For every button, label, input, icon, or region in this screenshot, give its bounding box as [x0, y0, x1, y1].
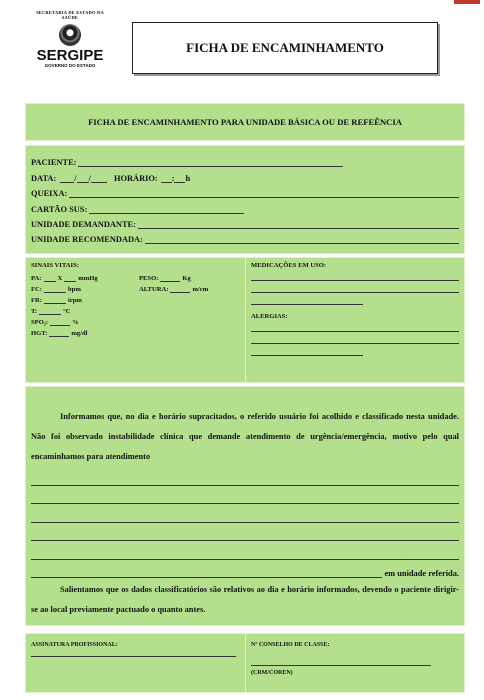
signature-section — [25, 633, 465, 693]
data-label: DATA: — [31, 173, 57, 183]
referral-form — [25, 103, 465, 693]
vital-signs-column — [26, 258, 245, 382]
corner-marker — [454, 0, 480, 4]
referral-end-text: em unidade referida. — [384, 568, 459, 578]
pa-separator: X — [57, 275, 63, 282]
hgt-field[interactable] — [49, 330, 69, 337]
unidade-demandante-label: UNIDADE DEMANDANTE: — [31, 219, 136, 229]
unidade-recomendada-row — [31, 229, 459, 244]
allergy-line-3[interactable] — [251, 344, 363, 356]
peso-item — [139, 275, 249, 282]
hgt-item — [31, 330, 139, 337]
sinais-vitais-title: SINAIS VITAIS: — [31, 262, 79, 269]
fc-item — [31, 286, 139, 293]
referral-blank-line-4[interactable] — [31, 523, 459, 542]
data-separator-1: / — [74, 173, 77, 183]
cartao-sus-row — [31, 198, 459, 213]
cartao-sus-label: CARTÃO SUS: — [31, 204, 88, 214]
closing-paragraph: Salientamos que os dados classificatórios são relativos ao dia e horário informados, devendo o paciente dirigir-se ao local previamente pactuado o quanto antes. — [31, 584, 459, 614]
fr-field[interactable] — [44, 297, 66, 304]
spo2-unit: % — [72, 319, 79, 326]
conselho-label: Nº CONSELHO DE CLASSE: — [251, 642, 330, 648]
pa-diastolic-field[interactable] — [64, 275, 76, 282]
allergy-line-2[interactable] — [251, 332, 459, 344]
fr-unit: irpm — [68, 297, 82, 304]
paciente-field[interactable] — [78, 157, 343, 167]
temperature-field[interactable] — [39, 308, 61, 315]
referral-blank-line-3[interactable] — [31, 504, 459, 523]
data-year-field[interactable] — [88, 173, 107, 183]
spo2-label: SPO₂: — [31, 319, 48, 326]
referral-blank-line-2[interactable] — [31, 486, 459, 505]
fc-label: FC: — [31, 286, 42, 293]
unidade-demandante-row — [31, 214, 459, 229]
unidade-demandante-field[interactable] — [138, 219, 459, 229]
referral-text-section — [25, 386, 465, 626]
data-separator-2: / — [88, 173, 91, 183]
spo2-field[interactable] — [50, 319, 70, 326]
medication-line-1[interactable] — [251, 269, 459, 281]
crm-coren-label: (CRM/COREN) — [251, 670, 293, 676]
altura-item — [139, 286, 249, 293]
unidade-recomendada-field[interactable] — [145, 234, 459, 244]
peso-label: PESO: — [139, 275, 159, 282]
council-number-field[interactable] — [251, 665, 431, 666]
medication-line-2[interactable] — [251, 281, 459, 293]
pa-systolic-field[interactable] — [44, 275, 56, 282]
fr-label: FR: — [31, 297, 42, 304]
data-day-field[interactable] — [60, 173, 77, 183]
pa-item — [31, 275, 139, 282]
horario-label: HORÁRIO: — [113, 173, 158, 183]
temperature-unit: °C — [63, 308, 71, 315]
peso-field[interactable] — [160, 275, 180, 282]
form-heading: FICHA DE ENCAMINHAMENTO PARA UNIDADE BÁSICA OU DE REFEÊNCIA — [25, 103, 465, 141]
horario-separator: : — [171, 173, 175, 183]
vitals-medications-section — [25, 257, 465, 383]
signature-column — [26, 634, 245, 692]
state-subtitle: GOVERNO DO ESTADO — [44, 63, 96, 68]
temperature-item — [31, 308, 139, 315]
pa-unit: mmHg — [78, 275, 98, 282]
data-row — [31, 167, 459, 182]
paciente-label: PACIENTE: — [31, 158, 77, 168]
state-name: SERGIPE — [36, 47, 104, 64]
signature-field[interactable] — [31, 656, 236, 657]
horario-hour-field[interactable] — [161, 173, 172, 183]
pa-label: PA: — [31, 275, 42, 282]
spo2-item — [31, 319, 139, 326]
temperature-label: T: — [31, 308, 38, 315]
paciente-row — [31, 152, 459, 167]
hgt-unit: mg/dl — [71, 330, 88, 337]
secretaria-text: SECRETARIA DE ESTADO DA SAÚDE — [36, 10, 104, 20]
hgt-label: HGT: — [31, 330, 48, 337]
allergy-line-1[interactable] — [251, 320, 459, 332]
unidade-recomendada-label: UNIDADE RECOMENDADA: — [31, 235, 143, 245]
fc-field[interactable] — [44, 286, 66, 293]
fr-item — [31, 297, 139, 304]
horario-unit: h — [185, 173, 191, 183]
altura-unit: m/cm — [192, 286, 209, 293]
referral-final-row — [31, 560, 459, 578]
data-month-field[interactable] — [77, 173, 89, 183]
altura-field[interactable] — [170, 286, 190, 293]
queixa-row — [31, 183, 459, 198]
council-column — [245, 634, 464, 692]
state-emblem-icon — [59, 24, 81, 46]
cartao-sus-field[interactable] — [89, 204, 244, 214]
alergias-label: ALERGIAS: — [251, 313, 288, 320]
peso-unit: Kg — [182, 275, 191, 282]
horario-minute-field[interactable] — [171, 173, 185, 183]
queixa-field[interactable] — [69, 188, 459, 198]
fc-unit: bpm — [68, 286, 81, 293]
referral-blank-line-1[interactable] — [31, 467, 459, 486]
altura-label: ALTURA: — [139, 286, 169, 293]
medication-line-3[interactable] — [251, 293, 363, 305]
queixa-label: QUEIXA: — [31, 189, 68, 199]
referral-blank-line-6[interactable] — [31, 568, 382, 578]
patient-identification-section — [25, 145, 465, 254]
assinatura-label: ASSINATURA PROFISSIONAL: — [31, 642, 118, 648]
sergipe-logo — [30, 10, 110, 88]
page-title: FICHA DE ENCAMINHAMENTO — [132, 22, 438, 74]
medications-column — [245, 258, 464, 382]
referral-paragraph: Informamos que, no dia e horário supracitados, o referido usuário foi acolhido e classificado nesta unidade. Não foi observado instabilidade clínica que demande atendimento de urgência/emergência, motivo pelo qual encaminhamos para atendimento — [31, 412, 459, 461]
medicacoes-title: MEDICAÇÕES EM USO: — [251, 262, 327, 269]
referral-blank-line-5[interactable] — [31, 541, 459, 560]
